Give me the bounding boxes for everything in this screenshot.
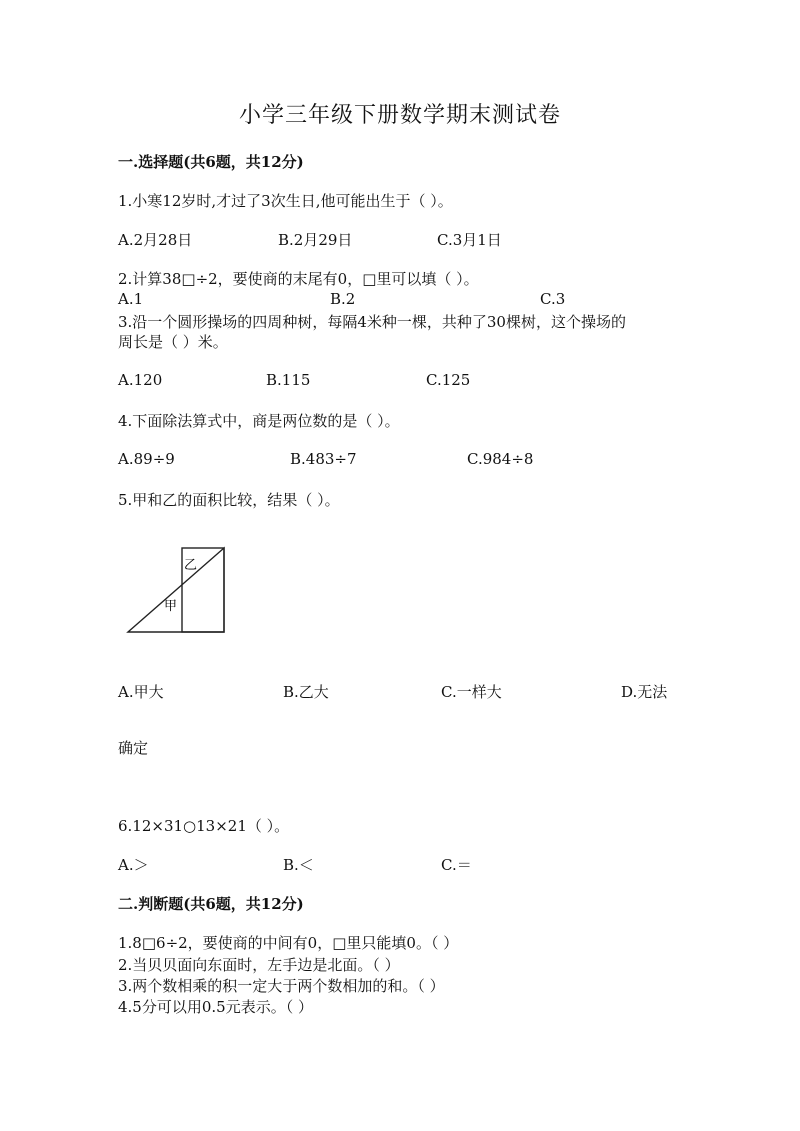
q1-option-c: C.3月1日	[437, 231, 502, 249]
q4-option-a: A.89÷9	[118, 450, 175, 468]
judgement-item-3: 3.两个数相乘的积一定大于两个数相加的和。（ ）	[118, 977, 445, 995]
question-6: 6.12×31○13×21（ ）。	[118, 817, 290, 835]
q3-option-c: C.125	[426, 371, 471, 389]
question-3-line-1: 3.沿一个圆形操场的四周种树，每隔4米种一棵，共种了30棵树，这个操场的	[118, 313, 626, 331]
section-heading-judgement: 二.判断题(共6题，共12分)	[118, 895, 304, 913]
question-3-line-2: 周长是（ ）米。	[118, 333, 228, 351]
question-1: 1.小寒12岁时,才过了3次生日,他可能出生于（ ）。	[118, 192, 453, 210]
triangle-jia	[128, 548, 224, 632]
q4-option-c: C.984÷8	[467, 450, 534, 468]
judgement-item-1: 1.8□6÷2，要使商的中间有0，□里只能填0。（ ）	[118, 934, 459, 952]
q1-option-b: B.2月29日	[278, 231, 353, 249]
q5-option-a: A.甲大	[118, 683, 164, 701]
area-comparison-figure	[124, 544, 234, 638]
q5-option-d-wrap: 确定	[118, 739, 149, 757]
q2-option-a: A.1	[118, 290, 144, 308]
section-heading-choice: 一.选择题(共6题，共12分)	[118, 153, 304, 171]
question-5: 5.甲和乙的面积比较，结果（ ）。	[118, 491, 340, 509]
question-2: 2.计算38□÷2，要使商的末尾有0，□里可以填（ ）。	[118, 270, 479, 288]
q5-option-c: C.一样大	[441, 683, 502, 701]
q1-option-a: A.2月28日	[118, 231, 193, 249]
q6-option-b: B.＜	[283, 856, 314, 874]
figure-label-jia: 甲	[164, 599, 178, 614]
q2-option-b: B.2	[330, 290, 356, 308]
q3-option-b: B.115	[266, 371, 311, 389]
q5-option-b: B.乙大	[283, 683, 329, 701]
figure-label-yi: 乙	[184, 558, 198, 573]
q4-option-b: B.483÷7	[290, 450, 357, 468]
q2-option-c: C.3	[540, 290, 566, 308]
q6-option-a: A.＞	[118, 856, 149, 874]
q3-option-a: A.120	[118, 371, 163, 389]
page-title: 小学三年级下册数学期末测试卷	[238, 103, 561, 128]
judgement-item-4: 4.5分可以用0.5元表示。（ ）	[118, 998, 313, 1016]
question-4: 4.下面除法算式中，商是两位数的是（ ）。	[118, 412, 400, 430]
q6-option-c: C.＝	[441, 856, 472, 874]
judgement-item-2: 2.当贝贝面向东面时，左手边是北面。（ ）	[118, 956, 400, 974]
q5-option-d: D.无法	[621, 683, 668, 701]
